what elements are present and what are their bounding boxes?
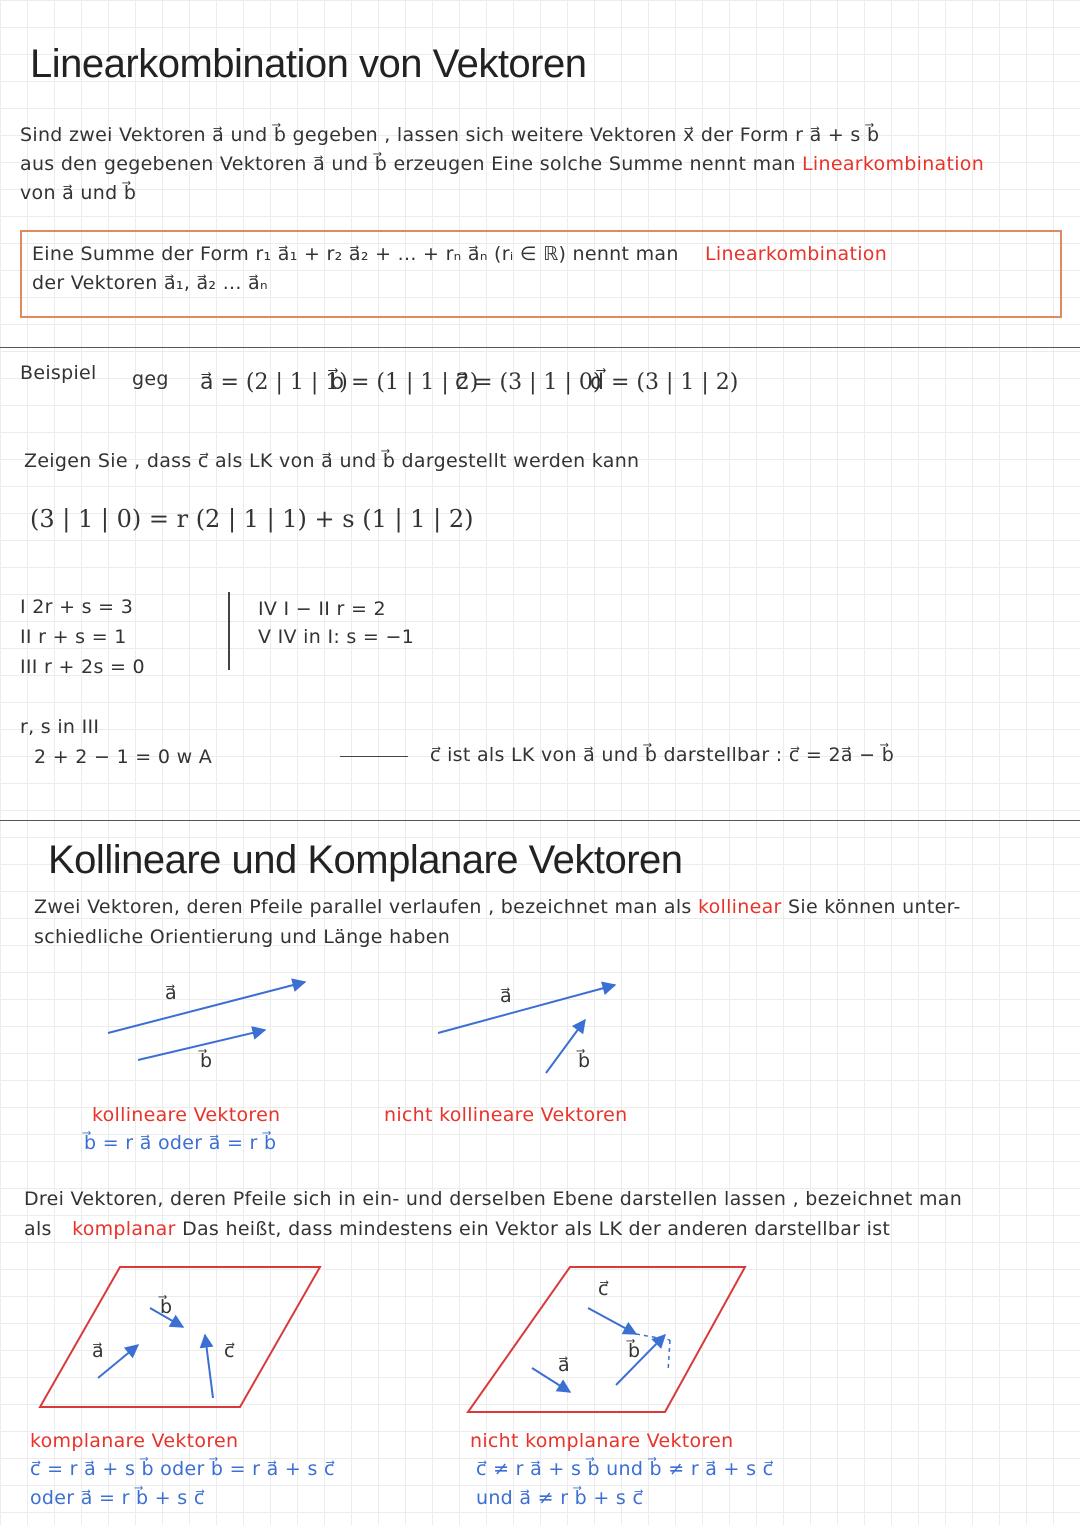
coplanar-label-c: c⃗ xyxy=(224,1340,235,1362)
intro-line-1: Sind zwei Vektoren a⃗ und b⃗ gegeben , lassen sich weitere Vektoren x⃗ der Form r a⃗ + s b⃗ xyxy=(20,124,880,146)
substitution-head: r, s in III xyxy=(20,716,100,738)
equation-2: II r + s = 1 xyxy=(20,626,127,648)
vector-b-def: b⃗ = (1 | 1 | 2) xyxy=(330,370,479,395)
noncollinear-label-b: b⃗ xyxy=(578,1050,591,1072)
example-task: Zeigen Sie , dass c⃗ als LK von a⃗ und b⃗ dargestellt werden kann xyxy=(24,450,640,472)
substitution: 2 + 2 − 1 = 0 w A xyxy=(34,746,213,768)
noncoplanar-caption: nicht komplanare Vektoren xyxy=(470,1430,734,1452)
definition-text: Eine Summe der Form r₁ a⃗₁ + r₂ a⃗₂ + ... + rₙ a⃗ₙ (rᵢ ∈ ℝ) nennt man xyxy=(32,243,679,265)
equation-1: I 2r + s = 3 xyxy=(20,596,134,618)
noncoplanar-label-b: b⃗ xyxy=(628,1340,641,1362)
noncollinear-caption: nicht kollineare Vektoren xyxy=(384,1104,628,1126)
step-1: IV I − II r = 2 xyxy=(258,598,386,620)
collinear-label-a: a⃗ xyxy=(165,982,177,1004)
noncoplanar-vector-b xyxy=(616,1335,665,1385)
step-2: V IV in I: s = −1 xyxy=(258,626,415,648)
vector-d-def: d⃗ = (3 | 1 | 2) xyxy=(590,370,739,395)
collinear-formula: b⃗ = r a⃗ oder a⃗ = r b⃗ xyxy=(84,1132,277,1154)
coplanar-text-line-2 xyxy=(24,1218,890,1240)
coplanar-caption: komplanare Vektoren xyxy=(30,1430,239,1452)
collinear-text: Zwei Vektoren, deren Pfeile parallel verlaufen , bezeichnet man als xyxy=(34,896,692,918)
noncollinear-vector-a xyxy=(438,985,615,1033)
collinear-text-end: Sie können unter- xyxy=(788,896,961,918)
coplanar-text-als: als xyxy=(24,1218,52,1240)
equation-3: III r + 2s = 0 xyxy=(20,656,145,678)
coplanar-text-line-1: Drei Vektoren, deren Pfeile sich in ein- und derselben Ebene darstellen lassen , bezeichnet man xyxy=(24,1188,963,1210)
coplanar-formula-2: oder a⃗ = r b⃗ + s c⃗ xyxy=(30,1487,205,1509)
example-equation: (3 | 1 | 0) = r (2 | 1 | 1) + s (1 | 1 | 2) xyxy=(30,505,474,533)
noncoplanar-label-a: a⃗ xyxy=(558,1354,570,1376)
noncoplanar-label-c: c⃗ xyxy=(598,1278,609,1300)
term-linearkombination: Linearkombination xyxy=(802,153,985,175)
noncollinear-label-a: a⃗ xyxy=(500,985,512,1007)
title-kollinear-komplanar: Kollineare und Komplanare Vektoren xyxy=(48,838,683,882)
conclusion: c⃗ ist als LK von a⃗ und b⃗ darstellbar : c⃗ = 2a⃗ − b⃗ xyxy=(430,744,895,766)
coplanar-label-a: a⃗ xyxy=(92,1340,104,1362)
noncoplanar-formula-1: c⃗ ≠ r a⃗ + s b⃗ und b⃗ ≠ r a⃗ + s c⃗ xyxy=(476,1458,774,1480)
noncoplanar-dash-1 xyxy=(636,1334,670,1340)
collinear-caption: kollineare Vektoren xyxy=(92,1104,281,1126)
coplanar-plane xyxy=(40,1267,320,1407)
intro-line-2-text: aus den gegebenen Vektoren a⃗ und b⃗ erzeugen Eine solche Summe nennt man xyxy=(20,153,796,175)
term-komplanar: komplanar xyxy=(72,1218,176,1240)
noncoplanar-vector-c xyxy=(588,1308,636,1334)
coplanar-formula-1: c⃗ = r a⃗ + s b⃗ oder b⃗ = r a⃗ + s c⃗ xyxy=(30,1458,335,1480)
definition-term: Linearkombination xyxy=(705,243,888,265)
noncoplanar-dash-2 xyxy=(668,1340,670,1372)
term-kollinear: kollinear xyxy=(697,896,782,918)
example-given: geg xyxy=(132,368,169,390)
coplanar-vector-a xyxy=(98,1345,138,1378)
intro-line-3: von a⃗ und b⃗ xyxy=(20,182,137,204)
collinear-label-b: b⃗ xyxy=(200,1050,213,1072)
coplanar-label-b: b⃗ xyxy=(160,1296,173,1318)
vector-a-def: a⃗ = (2 | 1 | 1) xyxy=(200,370,348,395)
collinear-text-line-2: schiedliche Orientierung und Länge haben xyxy=(34,926,451,948)
definition-line-2: der Vektoren a⃗₁, a⃗₂ ... a⃗ₙ xyxy=(32,272,268,294)
coplanar-text-rest: Das heißt, dass mindestens ein Vektor als LK der anderen darstellbar ist xyxy=(182,1218,891,1240)
coplanar-vector-c xyxy=(205,1335,213,1398)
noncoplanar-formula-2: und a⃗ ≠ r b⃗ + s c⃗ xyxy=(476,1487,644,1509)
vector-c-def: c⃗ = (3 | 1 | 0) xyxy=(455,370,602,395)
title-linearkombination: Linearkombination von Vektoren xyxy=(30,42,587,86)
example-label: Beispiel xyxy=(20,362,97,384)
collinear-vector-a xyxy=(108,982,305,1033)
